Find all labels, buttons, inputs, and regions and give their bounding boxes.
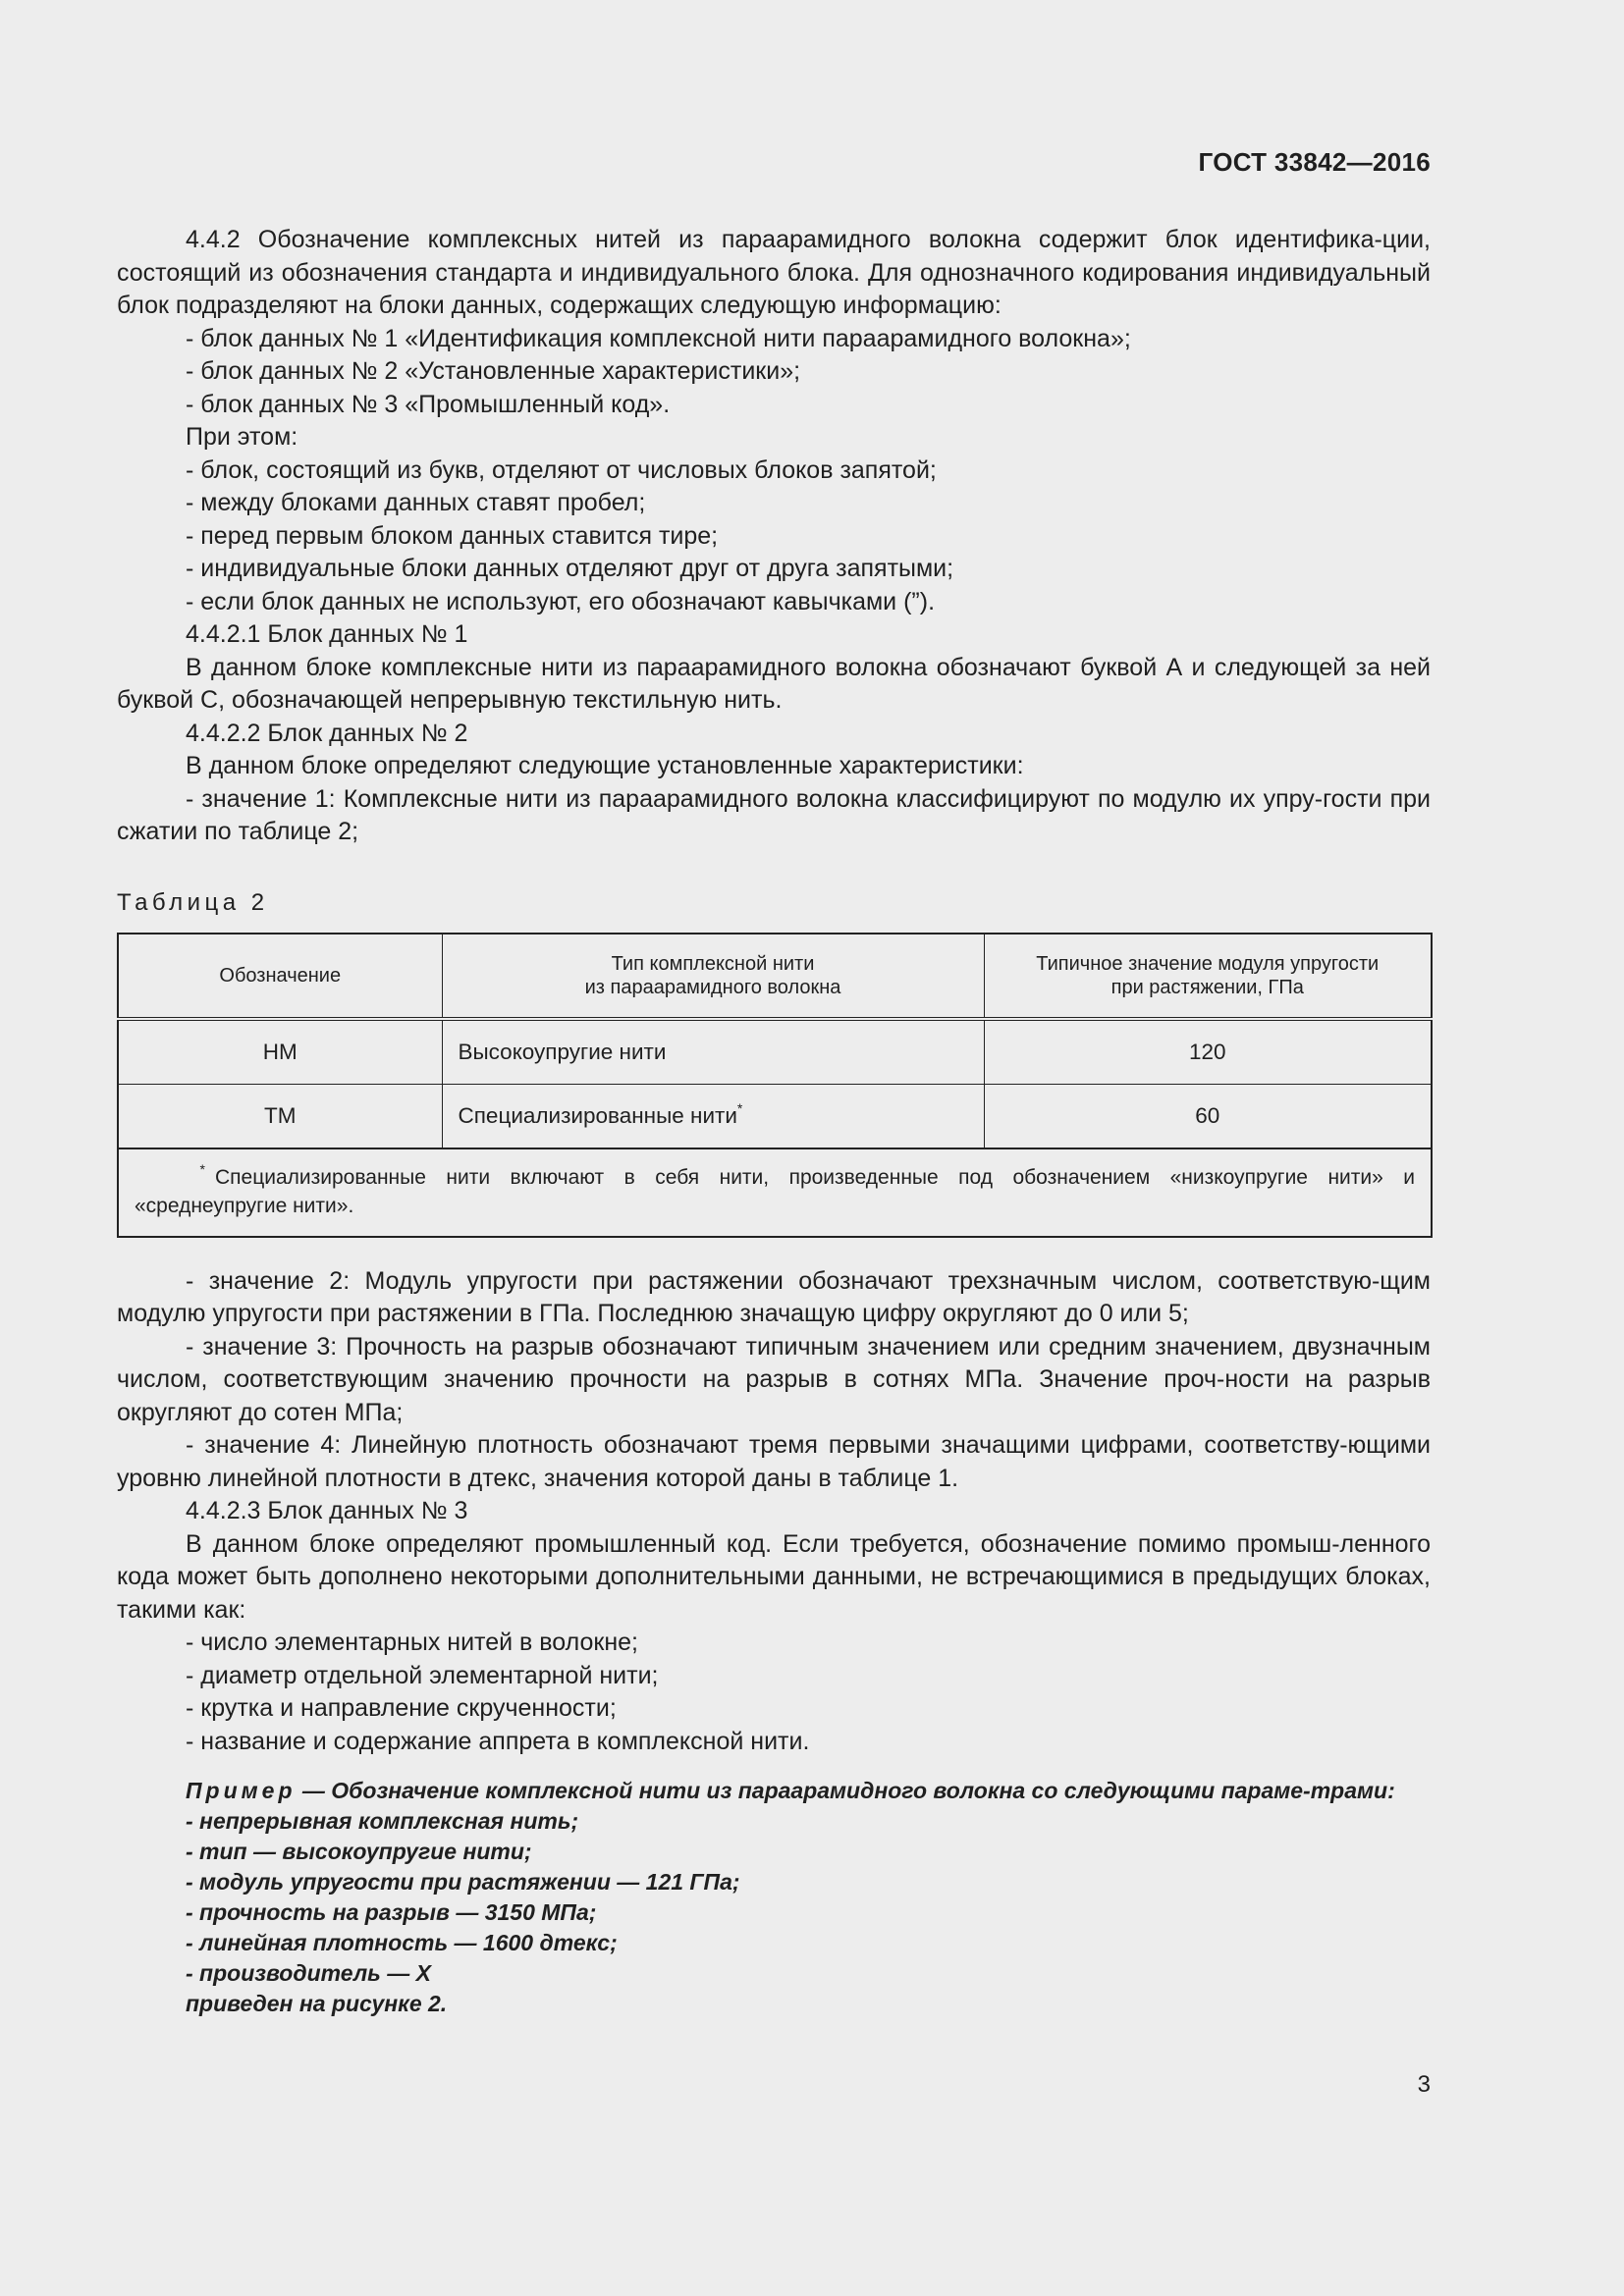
list-item-value-2: - значение 2: Модуль упругости при растяжении обозначают трехзначным числом, соответствую-щим модулю упругости при растяжении в ГПа. Последнюю значащую цифру округляют до 0 или 5;	[117, 1266, 1431, 1327]
example-item-4: - прочность на разрыв — 3150 МПа;	[186, 1899, 597, 1925]
example-lead-text: — Обозначение комплексной нити из параарамидного волокна со следующими параме-трами:	[296, 1778, 1395, 1803]
list-item-rule-3: - перед первым блоком данных ставится тире;	[186, 521, 719, 550]
table-row	[118, 1084, 1432, 1148]
para-4-4-2-2: В данном блоке определяют следующие установленные характеристики:	[186, 752, 1024, 779]
example-lead	[117, 1776, 1431, 1806]
footnote-asterisk: *	[199, 1160, 205, 1177]
example-block	[117, 1776, 1431, 2019]
document-code-header: ГОСТ 33842—2016	[1198, 147, 1431, 177]
para-4-4-2-intro: 4.4.2 Обозначение комплексных нитей из параарамидного волокна содержит блок идентифика-ции, состоящий из обозначения стандарта и индивидуального блока. Для однозначного кодирования индивидуальный блок подразделяют на блоки данных, содержащих следующую информацию:	[117, 226, 1431, 319]
heading-4-4-2-1: 4.4.2.1 Блок данных № 1	[186, 620, 468, 648]
list-item-block-3: - блок данных № 3 «Промышленный код».	[186, 390, 671, 418]
header-cell-type: Тип комплексной нити из параарамидного волокна	[442, 934, 984, 1019]
header-cell-designation: Обозначение	[118, 934, 442, 1019]
cell-type	[442, 1084, 984, 1148]
list-item-rule-5: - если блок данных не используют, его обозначают кавычками (”).	[186, 587, 936, 615]
list-item-block-2: - блок данных № 2 «Установленные характеристики»;	[186, 357, 801, 385]
example-item-3: - модуль упругости при растяжении — 121 ГПа;	[186, 1869, 740, 1895]
footnote-mark: *	[736, 1099, 743, 1116]
example-label: Пример	[186, 1778, 297, 1803]
list-item-value-1: - значение 1: Комплексные нити из параарамидного волокна классифицируют по модулю их упру-гости при сжатии по таблице 2;	[117, 784, 1431, 845]
table-footnote	[118, 1148, 1432, 1237]
heading-4-4-2-2: 4.4.2.2 Блок данных № 2	[186, 719, 468, 747]
cell-type	[442, 1019, 984, 1085]
page-number: 3	[1417, 2071, 1431, 2098]
cell-code: ТМ	[118, 1084, 442, 1148]
table-2	[117, 933, 1433, 1238]
para-4-4-2-3: В данном блоке определяют промышленный код. Если требуется, обозначение помимо промыш-ленного кода может быть дополнено некоторыми дополнительными данными, не встречающимися в предыдущих блоках, такими как:	[117, 1529, 1431, 1624]
footnote-text: Специализированные нити включают в себя нити, произведенные под обозначением «низкоупругие нити» и «среднеупругие нити».	[135, 1165, 1415, 1217]
list-item-extra-1: - число элементарных нитей в волокне;	[186, 1629, 638, 1656]
heading-4-4-2-3: 4.4.2.3 Блок данных № 3	[186, 1497, 468, 1524]
header-cell-modulus: Типичное значение модуля упругости при растяжении, ГПа	[984, 934, 1432, 1019]
cell-code: НМ	[118, 1019, 442, 1085]
example-item-5: - линейная плотность — 1600 дтекс;	[186, 1930, 618, 1955]
list-item-rule-4: - индивидуальные блоки данных отделяют друг от друга запятыми;	[186, 555, 954, 582]
table-caption: Таблица 2	[117, 888, 269, 916]
cell-type-text: Специализированные нити	[458, 1102, 737, 1128]
rules-lead: При этом:	[186, 423, 298, 451]
list-item-block-1: - блок данных № 1 «Идентификация комплексной нити параарамидного волокна»;	[186, 324, 1131, 352]
cell-value: 60	[984, 1084, 1432, 1148]
example-item-6: - производитель — X	[186, 1960, 431, 1986]
para-4-4-2-1: В данном блоке комплексные нити из параарамидного волокна обозначают буквой А и следующей за ней буквой С, обозначающей непрерывную текстильную нить.	[117, 653, 1431, 714]
list-item-extra-3: - крутка и направление скрученности;	[186, 1694, 617, 1722]
cell-value: 120	[984, 1019, 1432, 1085]
list-item-rule-2: - между блоками данных ставят пробел;	[186, 489, 646, 516]
list-item-rule-1: - блок, состоящий из букв, отделяют от числовых блоков запятой;	[186, 455, 937, 484]
example-tail: приведен на рисунке 2.	[186, 1991, 448, 2016]
table-header-row	[118, 934, 1432, 1019]
list-item-extra-4: - название и содержание аппрета в комплексной нити.	[186, 1727, 810, 1755]
table-row	[118, 1019, 1432, 1085]
list-item-value-4: - значение 4: Линейную плотность обозначают тремя первыми значащими цифрами, соответству-ющими уровню линейной плотности в дтекс, значения которой даны в таблице 1.	[117, 1431, 1431, 1492]
main-content	[117, 224, 1431, 2019]
values-continued	[117, 1265, 1431, 1759]
example-item-1: - непрерывная комплексная нить;	[186, 1808, 579, 1834]
example-item-2: - тип — высокоупругие нити;	[186, 1839, 532, 1864]
list-item-extra-2: - диаметр отдельной элементарной нити;	[186, 1661, 659, 1689]
list-item-value-3: - значение 3: Прочность на разрыв обозначают типичным значением или средним значением, двузначным числом, соответствующим значению прочности на разрыв в сотнях МПа. Значение проч-ности на разрыв округляют до сотен МПа;	[117, 1332, 1431, 1426]
table-footnote-row	[118, 1148, 1432, 1237]
cell-type-text: Высокоупругие нити	[458, 1039, 667, 1064]
